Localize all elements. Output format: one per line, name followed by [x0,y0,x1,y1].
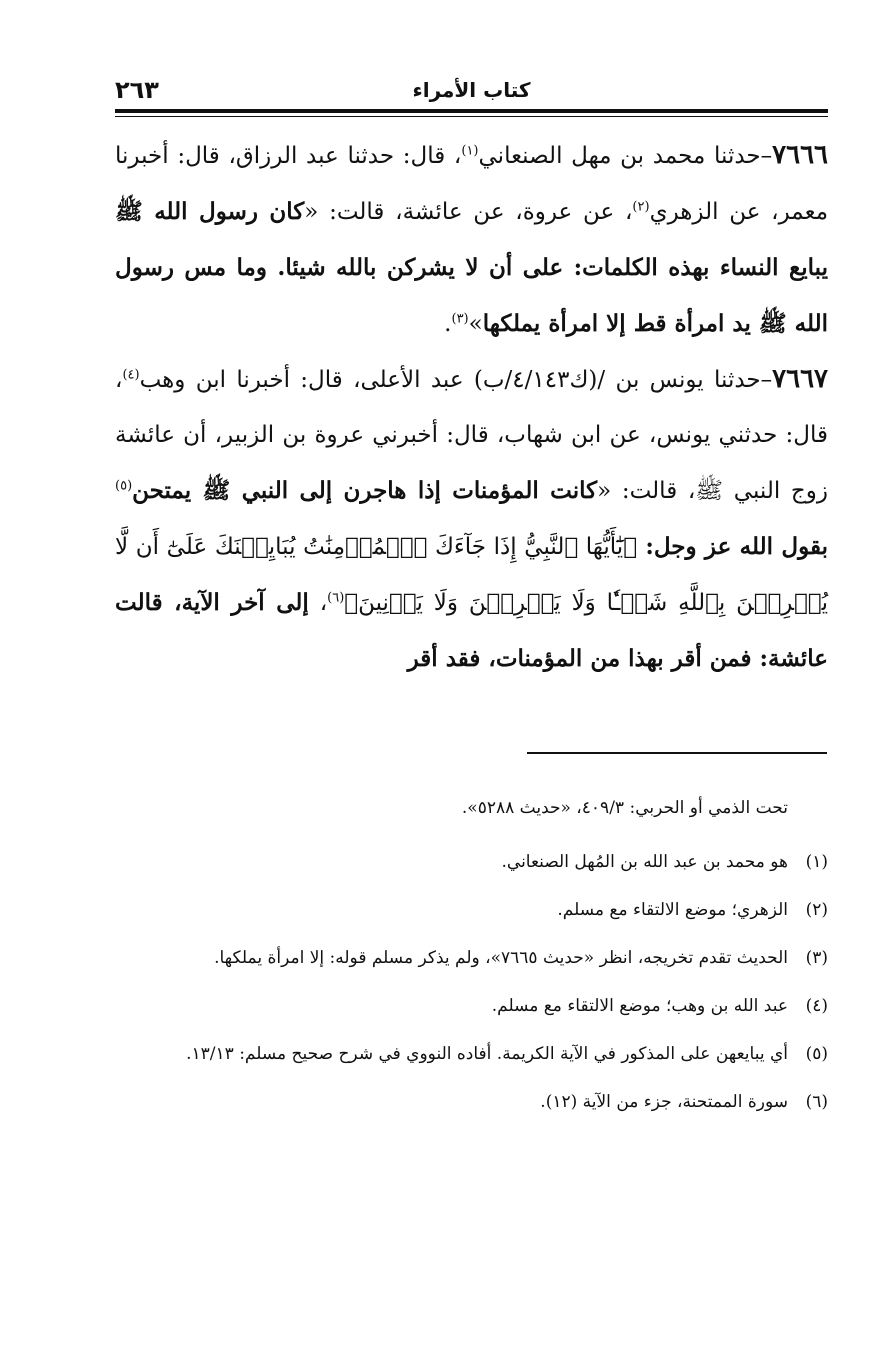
footnote-ref: (٢) [632,199,650,215]
footnotes [115,785,828,1127]
footnote-item [115,839,828,885]
footnote-ref: (٤) [122,367,140,383]
footnote-index: (٦) [805,1092,828,1112]
footnote-text: هو محمد بن عبد الله بن المُهل الصنعاني. [501,852,788,872]
period: . [444,311,452,337]
isnad-text: –حدثنا يونس بن /(ك٤/١٤٣/ب) عبد الأعلى، قال: أخبرنا ابن وهب [139,367,773,393]
quote-close: » [468,311,483,337]
isnad-text: ، قال: حدثني يونس، عن ابن شهاب، قال: أخبرني عروة بن الزبير، أن عائشة زوج النبي ﷺ، قالت: « [115,367,828,504]
footnote-index: (٣) [805,948,828,968]
footnote-item [115,1079,828,1125]
footnote-item [115,983,828,1029]
matn-text: إلى آخر الآية، قالت عائشة: فمن أقر بهذا من المؤمنات، فقد أقر [115,589,828,672]
footnote-separator [527,752,827,754]
quran-verse: ﴿يَٰٓأَيُّهَا ٱلنَّبِيُّ إِذَا جَآءَكَ ٱلۡمُؤۡمِنَٰتُ يُبَايِعۡنَكَ عَلَىٰٓ أَن لَّا يُشۡرِكۡنَ بِٱللَّهِ شَيۡـٔٗا وَلَا يَسۡرِقۡنَ وَلَا يَزۡنِينَ﴾ [115,534,828,616]
footnote-text: أي يبايعهن على المذكور في الآية الكريمة. أفاده النووي في شرح صحيح مسلم: ١٣/١٣. [186,1044,788,1064]
footnote-ref: (٦) [327,590,345,606]
separator: ، [308,590,328,616]
matn-text: بقول الله عز وجل: [637,533,828,560]
footnote-item [115,935,828,981]
footnote-item [115,887,828,933]
footnote-ref: (٣) [451,311,469,327]
book-title: كتاب الأمراء [412,78,531,102]
main-text [115,128,828,687]
footnote-text: سورة الممتحنة، جزء من الآية (١٢). [540,1092,788,1112]
footnote-item [115,1031,828,1077]
hadith-number: ٧٦٦٧ [772,364,829,394]
footnote-text: الحديث تقدم تخريجه، انظر «حديث ٧٦٦٥»، ولم يذكر مسلم قوله: إلا امرأة يملكها. [214,948,788,968]
footnote-ref: (٥) [115,478,133,494]
hadith-7667 [115,352,828,687]
matn-text: كانت المؤمنات إذا هاجرن إلى النبي ﷺ يمتحن [132,477,598,504]
footnote-index: (٤) [805,996,828,1016]
isnad-text: ، قال: حدثنا عبد الرزاق، قال: أخبرنا معمر، عن الزهري [115,143,829,225]
isnad-text: ، عن عروة، عن عائشة، قالت: « [304,199,633,225]
hadith-7666 [115,128,828,352]
footnote-list [115,839,828,1125]
page-number: ٢٦٣ [115,76,159,104]
isnad-text: –حدثنا محمد بن مهل الصنعاني [478,143,773,169]
hadith-number: ٧٦٦٦ [772,140,828,170]
matn-text: كان رسول الله ﷺ يبايع النساء بهذه الكلمات: على أن لا يشركن بالله شيئا. وما مس رسول الله ﷺ يد امرأة قط إلا امرأة يملكها [115,198,828,337]
header-rule-thick [115,109,828,113]
footnote-text: عبد الله بن وهب؛ موضع الالتقاء مع مسلم. [491,996,788,1016]
footnote-index: (٥) [805,1044,828,1064]
footnote-index: (٢) [805,900,828,920]
footnote-continuation: تحت الذمي أو الحربي: ٤٠٩/٣، «حديث ٥٢٨٨». [461,798,788,818]
footnote-ref: (١) [461,143,479,159]
running-header [115,74,828,104]
header-rule-thin [115,116,828,117]
footnote-index: (١) [805,852,828,872]
footnote-text: الزهري؛ موضع الالتقاء مع مسلم. [557,900,788,920]
